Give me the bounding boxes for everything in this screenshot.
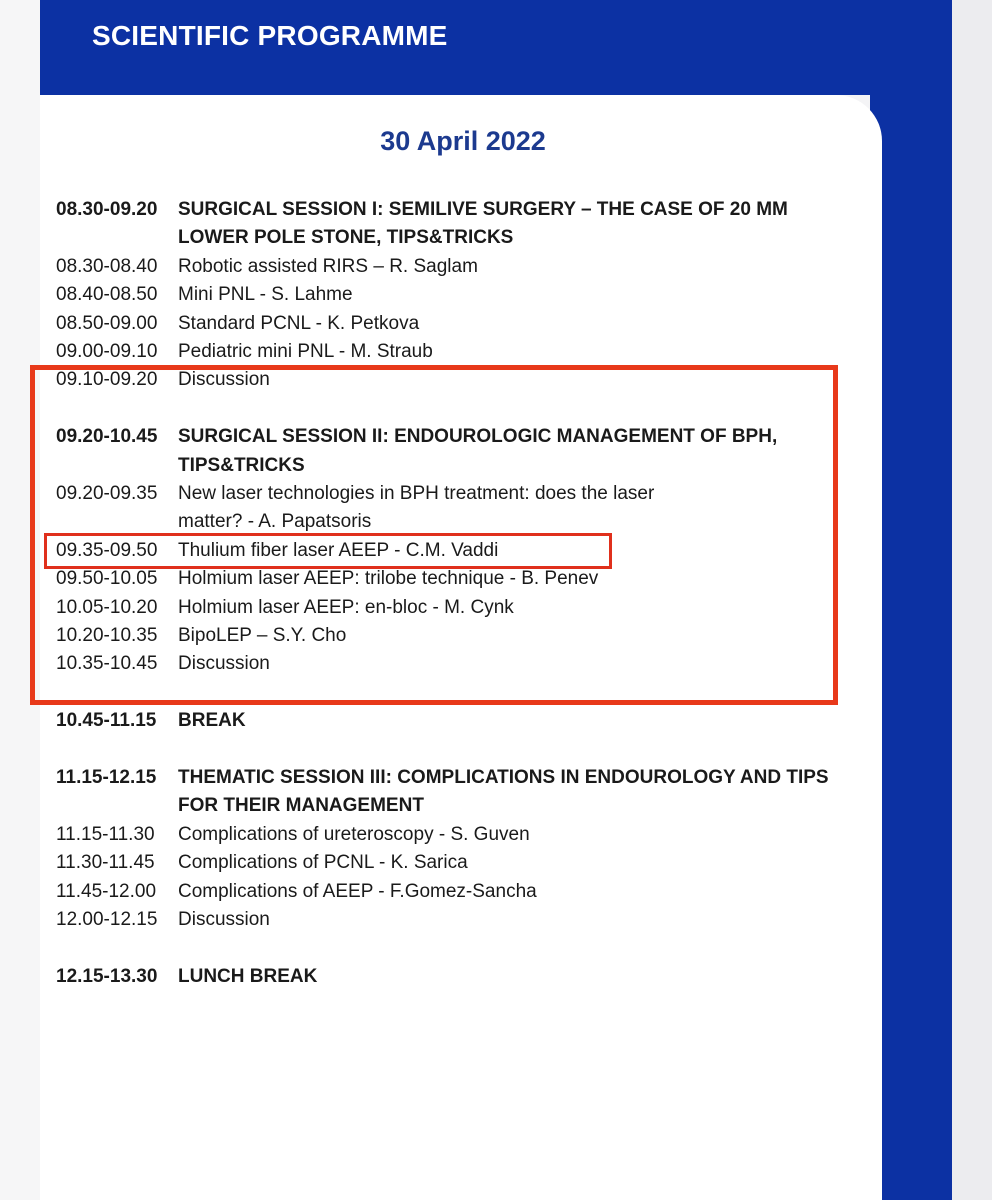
programme-row	[56, 906, 876, 934]
programme-row	[56, 338, 876, 366]
time-slot: 11.45-12.00	[56, 880, 157, 902]
time-slot: 09.35-09.50	[56, 539, 158, 561]
time-slot	[56, 792, 178, 820]
item-description: LOWER POLE STONE, TIPS&TRICKS	[178, 227, 514, 249]
item-description: Discussion	[178, 369, 270, 391]
time-slot: 12.00-12.15	[56, 909, 158, 931]
right-edge	[952, 0, 992, 1200]
item-description: Discussion	[178, 653, 270, 675]
item-description: FOR THEIR MANAGEMENT	[178, 795, 424, 817]
item-description: Thulium fiber laser AEEP - C.M. Vaddi	[178, 539, 499, 561]
item-description: TIPS&TRICKS	[178, 454, 305, 476]
item-description: Complications of PCNL - K. Sarica	[178, 852, 468, 874]
time-slot: 10.45-11.15	[56, 710, 157, 732]
time-slot: 09.50-10.05	[56, 568, 158, 590]
time-slot: 08.30-09.20	[56, 199, 158, 220]
time-slot: 09.10-09.20	[56, 369, 158, 391]
session-heading-row	[56, 792, 876, 820]
time-slot: 08.50-09.00	[56, 312, 158, 334]
programme-row	[56, 253, 876, 281]
item-description: New laser technologies in BPH treatment: does the laser	[178, 483, 655, 505]
side-banner	[870, 80, 952, 1200]
talk-highlight-box	[44, 533, 612, 569]
time-slot: 12.15-13.30	[56, 965, 158, 987]
session-heading-row	[56, 963, 876, 991]
programme-row	[56, 281, 876, 309]
item-description: THEMATIC SESSION III: COMPLICATIONS IN ENDOUROLOGY AND TIPS	[178, 767, 829, 789]
item-description: Holmium laser AEEP: en-bloc - M. Cynk	[178, 596, 514, 618]
time-slot: 09.20-09.35	[56, 483, 158, 505]
item-description: LUNCH BREAK	[178, 965, 318, 987]
time-slot: 08.30-08.40	[56, 255, 158, 277]
time-slot: 09.20-10.45	[56, 426, 158, 448]
item-description: Pediatric mini PNL - M. Straub	[178, 341, 433, 363]
time-slot: 11.15-11.30	[56, 823, 155, 845]
session-heading-row	[56, 707, 876, 735]
time-slot	[56, 224, 178, 252]
programme-row	[56, 849, 876, 877]
programme-row	[56, 310, 876, 338]
time-slot: 11.30-11.45	[56, 852, 155, 874]
item-description: Mini PNL - S. Lahme	[178, 284, 353, 306]
programme-row	[56, 821, 876, 849]
item-description: Standard PCNL - K. Petkova	[178, 312, 420, 334]
item-description: BREAK	[178, 710, 246, 732]
time-slot: 08.40-08.50	[56, 284, 158, 306]
row-gap	[56, 736, 876, 764]
page-title: SCIENTIFIC PROGRAMME	[92, 20, 448, 51]
item-description: Complications of ureteroscopy - S. Guven	[178, 823, 530, 845]
session-heading-row	[56, 764, 876, 792]
time-slot: 09.00-09.10	[56, 341, 158, 363]
date-heading: 30 April 2022	[380, 126, 546, 156]
item-description: BipoLEP – S.Y. Cho	[178, 625, 347, 647]
item-description: matter? - A. Papatsoris	[178, 511, 372, 533]
row-gap	[56, 935, 876, 963]
programme-row	[56, 878, 876, 906]
time-slot: 10.05-10.20	[56, 596, 158, 618]
time-slot: 10.20-10.35	[56, 625, 158, 647]
item-description: Complications of AEEP - F.Gomez-Sancha	[178, 880, 537, 902]
item-description: Robotic assisted RIRS – R. Saglam	[178, 255, 478, 277]
item-description: Discussion	[178, 909, 270, 931]
time-slot: 11.15-12.15	[56, 767, 157, 789]
time-slot: 10.35-10.45	[56, 653, 158, 675]
session-heading-row	[56, 224, 876, 252]
item-description: SURGICAL SESSION I: SEMILIVE SURGERY – THE CASE OF 20 MM	[178, 199, 788, 220]
session-heading-row	[56, 196, 876, 224]
item-description: Holmium laser AEEP: trilobe technique - B. Penev	[178, 568, 599, 590]
item-description: SURGICAL SESSION II: ENDOUROLOGIC MANAGEMENT OF BPH,	[178, 426, 778, 448]
